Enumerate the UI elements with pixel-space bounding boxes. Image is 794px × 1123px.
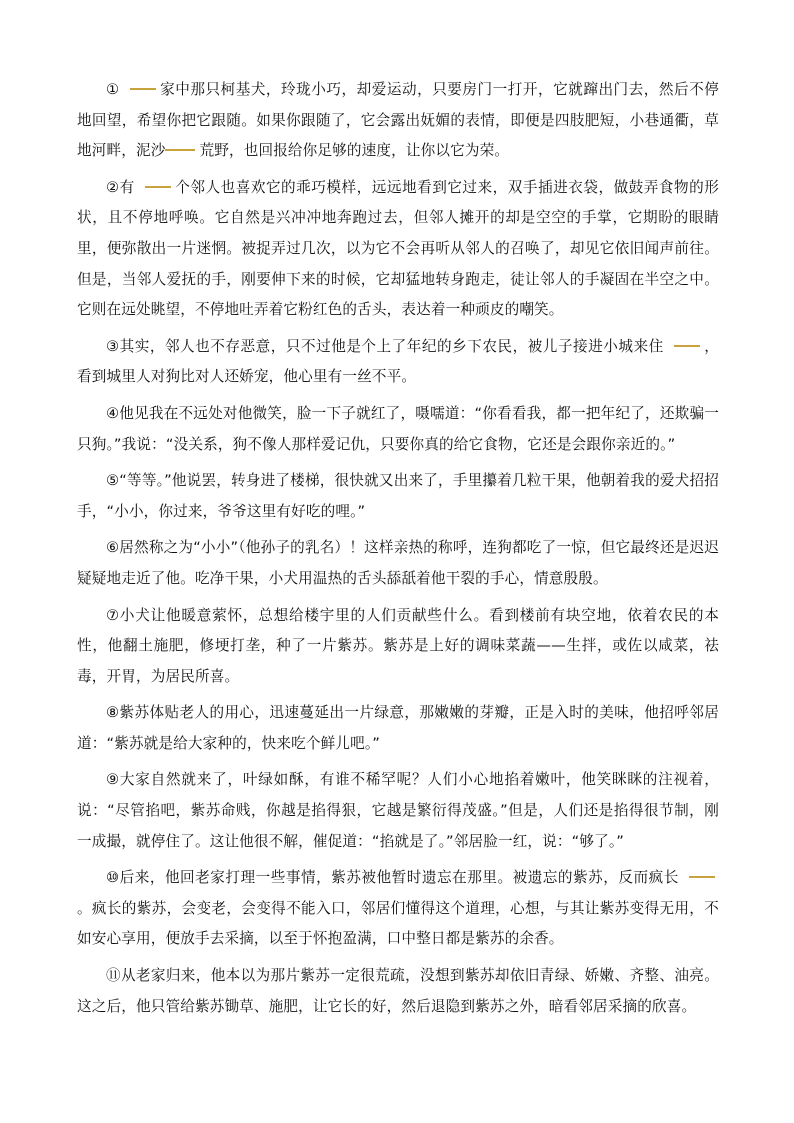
paragraph-3 [77,332,719,393]
paragraph-4 [77,399,719,460]
paragraph-text: ⑥居然称之为“小小”（他孙子的乳名）！这样亲热的称呼，连狗都吃了一惊，但它最终还是迟迟疑疑地走近了他。吃净干果，小犬用温热的舌头舔舐着他干裂的手心，情意殷殷。 [77,539,719,587]
paragraph-text: ⑪从老家归来，他本以为那片紫苏一定很荒疏，没想到紫苏却依旧青绿、娇嫩、齐整、油亮。这之后，他只管给紫苏锄草、施肥，让它长的好，然后退隐到紫苏之外，暗看邻居采摘的欣喜。 [77,967,719,1015]
paragraph-text: 。疯长的紫苏，会变老，会变得不能入口，邻居们懂得这个道理，心想，与其让紫苏变得无用，不如安心享用，便放手去采摘，以至于怀抱盈满，口中整日都是紫苏的余香。 [77,899,719,948]
paragraph-text: 荒野，也回报给你足够的速度，让你以它为荣。 [199,142,510,160]
paragraph-9 [77,765,719,857]
paragraph-text: 家中那只柯基犬，玲珑小巧，却爱运动，只要房门一打开，它就蹿出门去，然后不停地回望，希望你把它跟随。如果你跟随了，它会露出妩媚的表情，即便是四肢肥短，小巷通衢，草地河畔，泥沙 [77,81,719,160]
paragraph-2 [77,173,719,326]
document-page [77,75,719,1028]
paragraph-text: ，看到城里人对狗比对人还娇宠，他心里有一丝不平。 [77,337,719,386]
paragraph-text: ⑧紫苏体贴老人的用心，迅速蔓延出一片绿意，那嫩嫩的芽瓣，正是入时的美味，他招呼邻居道：“紫苏就是给大家种的，快来吃个鲜儿吧。” [77,704,719,752]
fill-in-blank-line [674,345,700,347]
paragraph-1 [77,75,719,167]
paragraph-7 [77,601,719,693]
fill-in-blank-line [130,88,156,90]
paragraph-text: ⑨大家自然就来了，叶绿如酥，有谁不稀罕呢？人们小心地掐着嫩叶，他笑眯眯的注视着，说：“尽管掐吧，紫苏命贱，你越是掐得狠，它越是繁衍得茂盛。”但是，人们还是掐得很节制，刚一成撮，就停住了。这让他很不解，催促道：“掐就是了。”邻居脸一红，说：“够了。” [77,771,719,850]
paragraph-text: ③其实，邻人也不存恶意，只不过他是个上了年纪的乡下农民，被儿子接进小城来住 [106,337,669,355]
paragraph-text: ④他见我在不远处对他微笑，脸一下子就红了，嗫嚅道：“你看看我，都一把年纪了，还欺骗一只狗。”我说：“没关系，狗不像人那样爱记仇，只要你真的给它食物，它还是会跟你亲近的。” [77,404,719,453]
fill-in-blank-line [689,876,715,878]
paragraph-10 [77,863,719,955]
paragraph-5 [77,466,719,527]
paragraph-text: 个邻人也喜欢它的乖巧模样，远远地看到它过来，双手插进衣袋，做鼓弄食物的形状，且不停地呼唤。它自然是兴冲冲地奔跑过去，但邻人摊开的却是空空的手掌，它期盼的眼睛里，便弥散出一片迷惘。被捉弄过几次，以为它不会再听从邻人的召唤了，却见它依旧闻声前往。但是，当邻人爱抚的手，刚要伸下来的时候，它却猛地转身跑走，徒让邻人的手凝固在半空之中。它则在远处眺望，不停地吐弄着它粉红色的舌头，表达着一种顽皮的嘲笑。 [77,178,719,319]
paragraph-text: ⑦小犬让他暖意萦怀，总想给楼宇里的人们贡献些什么。看到楼前有块空地，依着农民的本性，他翻土施肥，修埂打垄，种了一片紫苏。紫苏是上好的调味菜蔬——生拌，或佐以咸菜，祛毒，开胃，为居民所喜。 [77,606,719,685]
paragraph-6 [77,533,719,594]
paragraph-8 [77,698,719,759]
fill-in-blank-line [165,149,195,151]
paragraph-11 [77,961,719,1022]
paragraph-text: ②有 [106,178,140,196]
paragraph-text: ⑤“等等。”他说罢，转身进了楼梯，很快就又出来了，手里攥着几粒干果，他朝着我的爱犬招招手，“小小，你过来，爷爷这里有好吃的哩。” [77,472,719,520]
paragraph-text: ① [106,81,125,98]
fill-in-blank-line [145,186,171,188]
paragraph-text: ⑩后来，他回老家打理一些事情，紫苏被他暂时遗忘在那里。被遗忘的紫苏，反而疯长 [106,869,684,887]
